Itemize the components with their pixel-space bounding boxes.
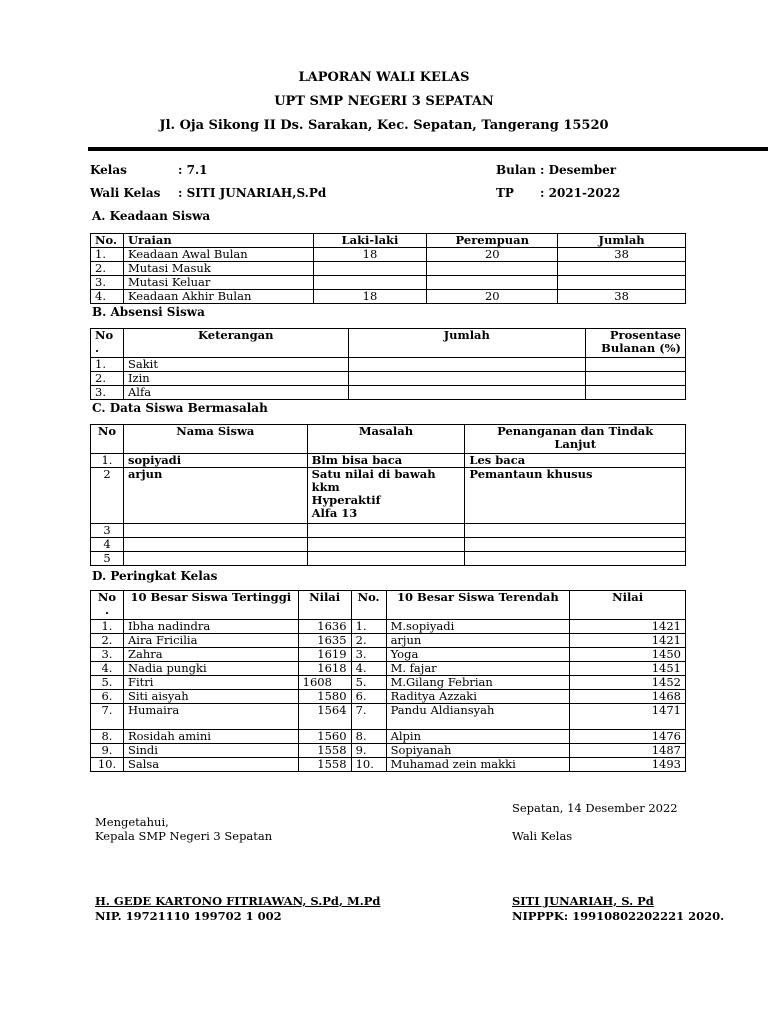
section-b-title: B. Absensi Siswa [92,305,205,319]
cell-prosentase [586,386,686,400]
table-row [91,758,686,772]
col-header: Nilai [298,591,351,620]
col-header: Nama Siswa [123,425,307,454]
table-row [91,276,686,290]
col-header: Uraian [123,234,313,248]
cell-no: 2 [91,468,124,524]
col-header: Perempuan [427,234,558,248]
cell-nilai-terendah: 1487 [570,744,686,758]
col-header: 10 Besar Siswa Terendah [386,591,570,620]
cell-nilai-terendah: 1468 [570,690,686,704]
col-header-no [91,329,124,358]
cell-no: 7. [91,704,124,730]
cell-no: 1. [91,454,124,468]
table-row [91,248,686,262]
cell-nama-terendah: M. fajar [386,662,570,676]
table-row [91,552,686,566]
cell-nama-tertinggi: Humaira [123,704,298,730]
masalah-line: Satu nilai di bawah [311,467,436,481]
cell-nama [123,538,307,552]
cell-nilai-tertinggi: 1558 [298,758,351,772]
cell-nama: arjun [123,468,307,524]
col-header-penanganan [465,425,686,454]
cell-nama-tertinggi: Ibha nadindra [123,620,298,634]
table-row [91,648,686,662]
report-title: LAPORAN WALI KELAS [298,70,470,85]
cell-no: 4. [91,290,124,304]
table-row [91,662,686,676]
header-text: . [104,603,109,617]
table-header-row [91,329,686,358]
cell-nama-tertinggi: Fitri [123,676,298,690]
masalah-line: Hyperaktif [311,493,381,507]
place-date: Sepatan, 14 Desember 2022 [512,801,678,815]
cell-laki [313,276,427,290]
cell-nama-terendah: Sopiyanah [386,744,570,758]
section-d-title: D. Peringkat Kelas [92,569,218,583]
cell-nilai-terendah: 1450 [570,648,686,662]
kelas-value: : 7.1 [178,163,208,177]
cell-no: 5. [351,676,386,690]
cell-no: 6. [91,690,124,704]
section-c-title: C. Data Siswa Bermasalah [92,401,268,415]
table-header-row [91,591,686,620]
col-header: No. [91,234,124,248]
cell-no: 9. [91,744,124,758]
cell-nama-tertinggi: Zahra [123,648,298,662]
table-row [91,538,686,552]
table-row [91,634,686,648]
cell-nama-tertinggi: Aira Fricilia [123,634,298,648]
cell-keterangan: Alfa [123,386,348,400]
cell-nama [123,524,307,538]
cell-nilai-tertinggi: 1636 [298,620,351,634]
cell-masalah [307,468,465,524]
tp-value: : 2021-2022 [540,186,621,200]
bulan-value: : Desember [540,163,617,177]
cell-penanganan: Les baca [465,454,686,468]
header-text: No [95,328,114,342]
cell-masalah [307,524,465,538]
cell-jumlah: 38 [558,248,686,262]
cell-no: 1. [91,358,124,372]
cell-keterangan: Sakit [123,358,348,372]
cell-nama-terendah: Pandu Aldiansyah [386,704,570,730]
mengetahui-label: Mengetahui, [95,815,169,829]
cell-no: 8. [91,730,124,744]
cell-nilai-terendah: 1471 [570,704,686,730]
col-header: Jumlah [558,234,686,248]
cell-nama-tertinggi: Siti aisyah [123,690,298,704]
cell-no: 4. [91,662,124,676]
cell-perempuan: 20 [427,248,558,262]
table-row [91,676,686,690]
wali-name: SITI JUNARIAH, S. Pd [512,894,654,908]
table-row [91,454,686,468]
school-address: Jl. Oja Sikong II Ds. Sarakan, Kec. Sepatan, Tangerang 15520 [159,118,609,133]
cell-no: 4 [91,538,124,552]
col-header: Masalah [307,425,465,454]
tp-label: TP [496,186,514,200]
cell-perempuan: 20 [427,290,558,304]
cell-nama-terendah: arjun [386,634,570,648]
cell-nilai-terendah: 1451 [570,662,686,676]
cell-penanganan [465,538,686,552]
kelas-label: Kelas [90,163,127,177]
cell-no: 3. [91,276,124,290]
cell-nilai-terendah: 1452 [570,676,686,690]
table-row [91,744,686,758]
cell-nilai-terendah: 1421 [570,620,686,634]
col-header-no [91,591,124,620]
peringkat-kelas-table [90,590,686,772]
wali-value: : SITI JUNARIAH,S.Pd [178,186,327,200]
cell-jumlah [558,262,686,276]
cell-nilai-tertinggi: 1580 [298,690,351,704]
cell-no: 6. [351,690,386,704]
cell-nilai-tertinggi: 1618 [298,662,351,676]
cell-nilai-tertinggi: 1564 [298,704,351,730]
cell-no: 1. [351,620,386,634]
cell-no: 2. [91,634,124,648]
col-header: Nilai [570,591,686,620]
cell-prosentase [586,358,686,372]
cell-prosentase [586,372,686,386]
cell-no: 10. [91,758,124,772]
table-row [91,690,686,704]
wali-title: Wali Kelas [512,829,573,843]
cell-no: 5 [91,552,124,566]
col-header: Laki-laki [313,234,427,248]
absensi-siswa-table [90,328,686,400]
cell-jumlah: 38 [558,290,686,304]
cell-no: 1. [91,248,124,262]
col-header: 10 Besar Siswa Tertinggi [123,591,298,620]
cell-jumlah [558,276,686,290]
cell-nilai-tertinggi: 1558 [298,744,351,758]
cell-penanganan [465,524,686,538]
cell-no: 10. [351,758,386,772]
cell-keterangan: Izin [123,372,348,386]
cell-masalah [307,552,465,566]
cell-nilai-tertinggi: 1635 [298,634,351,648]
siswa-bermasalah-table [90,424,686,566]
cell-no: 5. [91,676,124,690]
table-row [91,358,686,372]
cell-penanganan [465,552,686,566]
cell-no: 3. [351,648,386,662]
kepala-nip: NIP. 19721110 199702 1 002 [95,909,282,923]
cell-no: 4. [351,662,386,676]
cell-no: 8. [351,730,386,744]
col-header: No. [351,591,386,620]
masalah-line: Alfa 13 [311,506,358,520]
keadaan-siswa-table [90,233,686,304]
cell-no: 1. [91,620,124,634]
cell-jumlah [348,358,585,372]
cell-uraian: Keadaan Akhir Bulan [123,290,313,304]
cell-laki [313,262,427,276]
cell-masalah: Blm bisa baca [307,454,465,468]
cell-penanganan: Pemantaun khusus [465,468,686,524]
header-text: Penanganan dan Tindak [497,424,654,438]
header-text: . [95,341,100,355]
kepala-title: Kepala SMP Negeri 3 Sepatan [95,829,273,843]
table-header-row [91,425,686,454]
cell-nama-terendah: Raditya Azzaki [386,690,570,704]
cell-nilai-tertinggi: 1560 [298,730,351,744]
cell-nama: sopiyadi [123,454,307,468]
cell-nama-tertinggi: Rosidah amini [123,730,298,744]
col-header: Jumlah [348,329,585,358]
table-header-row [91,234,686,248]
col-header: No [91,425,124,454]
cell-no: 2. [91,372,124,386]
cell-uraian: Mutasi Keluar [123,276,313,290]
cell-uraian: Mutasi Masuk [123,262,313,276]
table-row [91,468,686,524]
cell-nama-terendah: Muhamad zein makki [386,758,570,772]
cell-nilai-terendah: 1493 [570,758,686,772]
cell-perempuan [427,262,558,276]
table-row [91,730,686,744]
cell-laki: 18 [313,290,427,304]
cell-masalah [307,538,465,552]
cell-jumlah [348,372,585,386]
cell-no: 9. [351,744,386,758]
cell-no: 2. [91,262,124,276]
cell-no: 7. [351,704,386,730]
bulan-label: Bulan [496,163,536,177]
header-text: Prosentase [609,328,681,342]
cell-nama [123,552,307,566]
cell-nama-terendah: Alpin [386,730,570,744]
table-row [91,704,686,730]
cell-nilai-terendah: 1476 [570,730,686,744]
cell-nama-terendah: Yoga [386,648,570,662]
cell-no: 2. [351,634,386,648]
header-text: No [97,590,117,604]
cell-no: 3. [91,386,124,400]
wali-nip: NIPPPK: 19910802202221 2020. [512,909,725,923]
table-row [91,386,686,400]
cell-jumlah [348,386,585,400]
col-header-prosentase [586,329,686,358]
school-name: UPT SMP NEGERI 3 SEPATAN [274,94,494,109]
table-row [91,620,686,634]
cell-nama-tertinggi: Sindi [123,744,298,758]
masalah-line: kkm [311,480,340,494]
table-row [91,524,686,538]
cell-no: 3. [91,648,124,662]
cell-laki: 18 [313,248,427,262]
cell-nilai-tertinggi: 1608 [298,676,351,690]
cell-nama-tertinggi: Nadia pungki [123,662,298,676]
cell-nilai-terendah: 1421 [570,634,686,648]
kepala-name: H. GEDE KARTONO FITRIAWAN, S.Pd, M.Pd [95,894,381,908]
table-row [91,262,686,276]
cell-nama-terendah: M.Gilang Febrian [386,676,570,690]
cell-nama-tertinggi: Salsa [123,758,298,772]
header-rule [88,147,768,151]
cell-nilai-tertinggi: 1619 [298,648,351,662]
header-text: Lanjut [554,437,597,451]
cell-nama-terendah: M.sopiyadi [386,620,570,634]
cell-uraian: Keadaan Awal Bulan [123,248,313,262]
col-header: Keterangan [123,329,348,358]
table-row [91,290,686,304]
header-text: Bulanan (%) [601,341,681,355]
wali-label: Wali Kelas [90,186,161,200]
cell-perempuan [427,276,558,290]
section-a-title: A. Keadaan Siswa [92,209,211,223]
table-row [91,372,686,386]
cell-no: 3 [91,524,124,538]
